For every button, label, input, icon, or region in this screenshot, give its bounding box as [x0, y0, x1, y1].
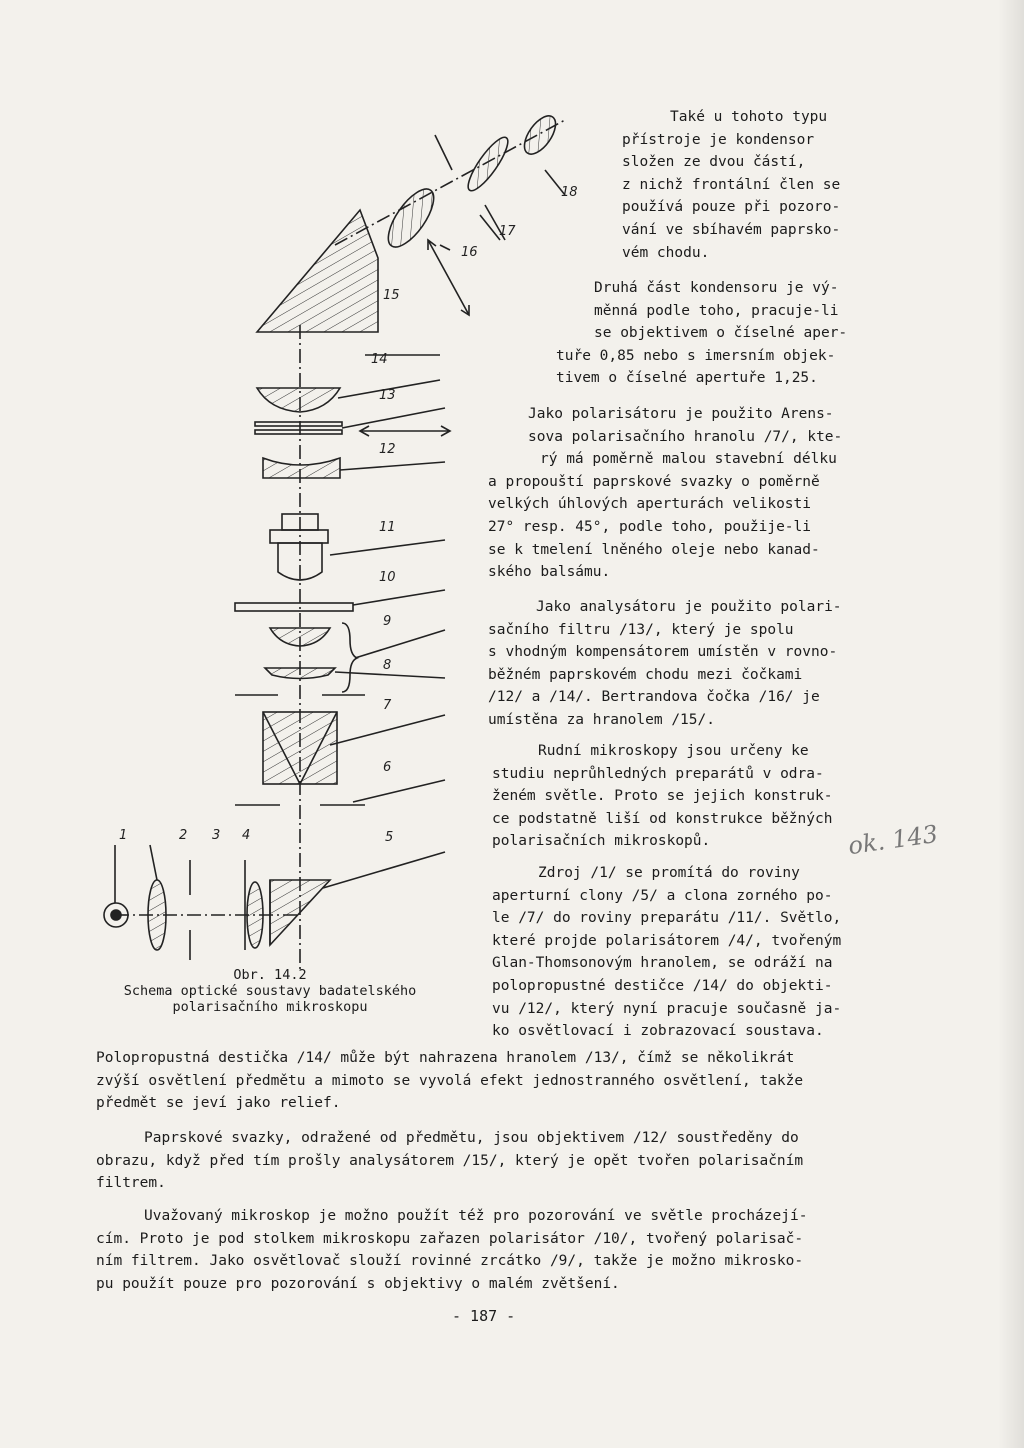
text-line: vání ve sbíhavém paprsko- — [622, 221, 841, 238]
leader-10 — [353, 590, 445, 605]
prism-15 — [257, 210, 378, 332]
leader-13 — [342, 408, 445, 428]
filter-13b — [255, 430, 342, 434]
text-line: aperturní clony /5/ a clona zorného po- — [492, 887, 833, 904]
text-line: ského balsámu. — [488, 564, 611, 581]
label-11: 11 — [379, 520, 396, 535]
label-9: 9 — [383, 614, 392, 629]
handwritten-note: ok. 143 — [846, 819, 940, 861]
caption-line: polarisačního mikroskopu — [172, 999, 368, 1015]
leader-7 — [330, 715, 445, 745]
label-1: 1 — [119, 828, 128, 843]
text-line: Paprskové svazky, odražené od předmětu, jsou objektivem /12/ soustředěny do — [144, 1130, 799, 1146]
label-8: 8 — [383, 658, 392, 673]
lens-14 — [257, 388, 340, 412]
text-line: ko osvětlovací i zobrazovací soustava. — [492, 1023, 824, 1040]
text-line: sačního filtru /13/, který je spolu — [488, 621, 794, 638]
text-line: tuře 0,85 nebo s imersním objek- — [556, 347, 836, 364]
text-line: se k tmelení lněného oleje nebo kanad- — [488, 541, 820, 558]
figure-caption — [95, 967, 445, 1015]
field-stop-mark — [435, 135, 452, 170]
text-line: Zdroj /1/ se promítá do roviny — [538, 865, 800, 881]
text-line: Rudní mikroskopy jsou určeny ke — [538, 743, 809, 759]
text-line: vém chodu. — [622, 244, 710, 261]
lens-12 — [263, 458, 340, 478]
label-13: 13 — [379, 388, 396, 403]
text-line: filtrem. — [96, 1175, 166, 1192]
label-3: 3 — [212, 828, 221, 843]
lens-18 — [518, 111, 561, 160]
paragraph-condenser — [622, 106, 840, 264]
label-6: 6 — [383, 760, 392, 775]
leader-5 — [323, 852, 445, 888]
page-number: - 187 - — [452, 1307, 516, 1325]
text-line: tivem o číselné apertuře 1,25. — [556, 370, 818, 387]
polariser-4 — [247, 882, 263, 948]
paragraph-ore-microscopes — [492, 740, 832, 853]
paragraph-condenser-part2 — [556, 277, 847, 390]
lens-8 — [265, 668, 335, 679]
text-line: umístěna za hranolem /15/. — [488, 711, 715, 728]
text-line: a propouští paprskové svazky o poměrně — [488, 473, 820, 490]
lens-2 — [148, 880, 166, 950]
text-line: Uvažovaný mikroskop je možno použít též pro pozorování ve světle procházejí- — [144, 1208, 808, 1224]
label-12: 12 — [379, 442, 396, 457]
text-line: Glan-Thomsonovým hranolem, se odráží na — [492, 955, 833, 972]
text-line: Polopropustná destička /14/ může být nahrazena hranolem /13/, čímž se několikrát — [96, 1050, 795, 1066]
text-line: polarisačních mikroskopů. — [492, 833, 711, 850]
paragraph-transmitted-light — [96, 1205, 807, 1295]
brace-8-9 — [342, 623, 357, 692]
light-source-1-core — [111, 910, 121, 920]
leader-12 — [340, 462, 445, 470]
text-line: běžném paprskovém chodu mezi čočkami — [488, 666, 803, 683]
text-line: které projde polarisátorem /4/, tvořeným — [492, 932, 842, 949]
label-5: 5 — [385, 830, 394, 845]
paragraph-analyser — [488, 596, 842, 732]
text-line: ženém světle. Proto se jejich konstruk- — [492, 788, 833, 805]
text-line: le /7/ do roviny preparátu /11/. Světlo, — [492, 910, 842, 927]
label-18: 18 — [561, 185, 578, 200]
filter-13 — [255, 422, 342, 426]
text-line: rý má poměrně malou stavební délku — [540, 451, 837, 468]
text-line: 27° resp. 45°, podle toho, použije-li — [488, 518, 812, 535]
text-line: obrazu, když před tím prošly analysátorem /15/, který je opět tvořen polarisačním — [96, 1152, 804, 1169]
text-line: ce podstatně liší od konstrukce běžných — [492, 810, 833, 827]
text-line: vu /12/, který nyní pracuje současně ja- — [492, 1000, 842, 1017]
text-line: se objektivem o číselné aper- — [594, 325, 848, 342]
lens-9 — [270, 628, 330, 646]
text-line: sova polarisačního hranolu /7/, kte- — [528, 428, 843, 445]
label-4: 4 — [242, 828, 251, 843]
text-line: /12/ a /14/. Bertrandova čočka /16/ je — [488, 689, 820, 706]
paragraph-reflected-beams — [96, 1127, 803, 1195]
text-line: měnná podle toho, pracuje-li — [594, 302, 839, 319]
stage-10 — [235, 603, 353, 611]
label-16: 16 — [461, 245, 478, 260]
prism-7 — [263, 712, 337, 784]
text-line: Jako analysátoru je použito polari- — [536, 599, 842, 615]
text-line: Druhá část kondensoru je vý- — [594, 280, 839, 296]
label-14: 14 — [371, 352, 388, 367]
text-line: složen ze dvou částí, — [622, 154, 806, 171]
label-17: 17 — [499, 224, 516, 239]
text-line: polopropustné destičce /14/ do objekti- — [492, 977, 833, 994]
text-line: ním filtrem. Jako osvětlovač slouží rovinné zrcátko /9/, takže je možno mikrosko- — [96, 1253, 804, 1270]
page-edge-shadow — [998, 0, 1024, 1448]
text-line: pu použít pouze pro pozorování s objektivy o malém zvětšení. — [96, 1275, 620, 1292]
text-line: přístroje je kondensor — [622, 131, 815, 148]
label-15: 15 — [383, 288, 400, 303]
text-line: zvýší osvětlení předmětu a mimoto se vyvolá efekt jednostranného osvětlení, takže — [96, 1072, 804, 1089]
text-line: Jako polarisátoru je použito Arens- — [528, 406, 834, 422]
text-line: předmět se jeví jako relief. — [96, 1095, 341, 1112]
text-line: velkých úhlových aperturách velikosti — [488, 496, 812, 513]
objective-11-ring — [270, 530, 328, 543]
caption-line: Schema optické soustavy badatelského — [123, 983, 417, 999]
paragraph-semitransparent-plate — [96, 1047, 803, 1115]
text-line: z nichž frontální člen se — [622, 176, 841, 193]
leader-2 — [150, 845, 157, 880]
leader-16 — [440, 245, 450, 250]
text-line: používá pouze při pozoro- — [622, 199, 841, 216]
leader-11 — [330, 540, 445, 555]
text-line: cím. Proto je pod stolkem mikroskopu zařazen polarisátor /10/, tvořený polarisač- — [96, 1230, 804, 1247]
text-line: s vhodným kompensátorem umístěn v rovno- — [488, 644, 838, 661]
paragraph-polariser — [488, 403, 842, 584]
lens-17 — [462, 133, 513, 196]
text-line: Také u tohoto typu — [670, 109, 828, 125]
leader-6 — [353, 780, 445, 802]
label-7: 7 — [383, 698, 392, 713]
label-10: 10 — [379, 570, 396, 585]
text-line: studiu neprůhledných preparátů v odra- — [492, 765, 824, 782]
label-2: 2 — [179, 828, 188, 843]
caption-line: Obr. 14.2 — [233, 967, 307, 983]
leader-9 — [355, 630, 445, 658]
paragraph-light-source — [492, 862, 841, 1043]
